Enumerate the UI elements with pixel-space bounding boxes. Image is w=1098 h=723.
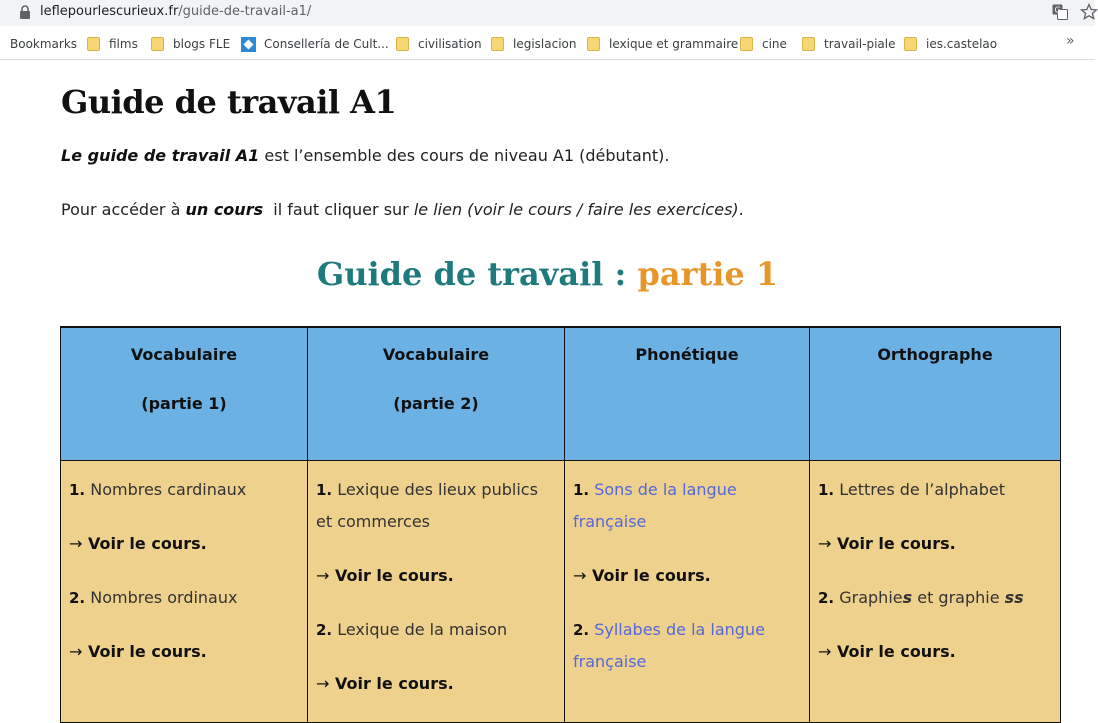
list-item xyxy=(818,474,1052,506)
item-label-d: ss xyxy=(1004,587,1024,607)
list-item xyxy=(316,614,556,646)
header-line2: (partie 1) xyxy=(141,394,227,413)
item-label-a: Graphie xyxy=(839,587,903,607)
table-header-row xyxy=(61,327,1061,460)
item-label: Lexique de la maison xyxy=(337,619,508,639)
voir-label: Voir le cours. xyxy=(329,673,454,693)
bookmark-ies-castelao[interactable] xyxy=(904,35,997,53)
bookmarks-bar xyxy=(0,26,1095,60)
access-middle: il faut cliquer sur xyxy=(263,200,414,219)
cell-vocabulaire-2 xyxy=(308,460,565,722)
item-label-c: et graphie xyxy=(912,587,1005,607)
folder-icon xyxy=(802,37,815,51)
bookmark-label: films xyxy=(109,37,138,51)
bookmark-label: ies.castelao xyxy=(926,37,998,51)
arrow-right-icon: → xyxy=(818,533,832,553)
folder-icon xyxy=(396,37,409,51)
bookmark-label: lexique et grammaire xyxy=(609,37,739,51)
arrow-right-icon: → xyxy=(69,533,83,553)
section-heading-part: partie 1 xyxy=(637,255,779,293)
cell-orthographe xyxy=(810,460,1061,722)
intro-paragraph xyxy=(61,146,669,165)
arrow-right-icon: → xyxy=(316,565,330,585)
header-line1: Vocabulaire xyxy=(130,345,238,364)
item-number: 2. xyxy=(818,588,835,607)
bookmark-legislacion[interactable] xyxy=(491,35,577,53)
page-title: Guide de travail A1 xyxy=(61,83,397,121)
svg-text:G: G xyxy=(1054,5,1061,15)
header-line2: (partie 2) xyxy=(393,394,479,413)
item-number: 1. xyxy=(818,480,835,499)
voir-label: Voir le cours. xyxy=(82,641,207,661)
folder-icon xyxy=(587,37,600,51)
header-line1: Orthographe xyxy=(877,345,993,364)
list-item xyxy=(69,474,299,506)
bookmark-films[interactable] xyxy=(87,35,138,53)
list-item xyxy=(69,582,299,614)
header-line1: Vocabulaire xyxy=(382,345,490,364)
lock-icon[interactable] xyxy=(19,5,31,19)
voir-label: Voir le cours. xyxy=(82,533,207,553)
item-number: 2. xyxy=(69,588,86,607)
access-prefix: Pour accéder à xyxy=(61,200,186,219)
folder-icon xyxy=(491,37,504,51)
item-label: Lexique des lieux publics et commerces xyxy=(316,479,538,531)
site-icon xyxy=(241,37,256,52)
item-number: 2. xyxy=(573,620,590,639)
access-suffix: . xyxy=(738,200,744,219)
header-vocabulaire-1 xyxy=(61,327,308,460)
access-bold: un cours xyxy=(185,200,264,219)
bookmark-label: cine xyxy=(762,37,787,51)
voir-label: Voir le cours. xyxy=(831,533,956,553)
bookmark-travail-piale[interactable] xyxy=(802,35,895,53)
cell-phonetique xyxy=(565,460,810,722)
item-link[interactable]: Syllabes de la langue française xyxy=(573,619,765,671)
intro-rest: est l’ensemble des cours de niveau A1 (débutant). xyxy=(259,146,670,165)
access-italic: le lien (voir le cours / faire les exercices) xyxy=(413,200,739,219)
url-text[interactable] xyxy=(40,4,311,19)
bookmark-conselleria[interactable] xyxy=(241,35,389,53)
item-number: 1. xyxy=(69,480,86,499)
bookmark-lexique-et-grammaire[interactable] xyxy=(587,35,738,53)
item-label-b: s xyxy=(902,587,913,607)
voir-le-cours-link[interactable] xyxy=(69,636,299,668)
item-number: 1. xyxy=(316,480,333,499)
access-paragraph xyxy=(61,200,744,219)
guide-table xyxy=(60,326,1061,723)
translate-icon[interactable] xyxy=(1052,4,1068,20)
more-bookmarks-icon[interactable]: » xyxy=(1066,33,1075,49)
arrow-right-icon: → xyxy=(818,641,832,661)
voir-label: Voir le cours. xyxy=(586,565,711,585)
folder-icon xyxy=(740,37,753,51)
bookmark-label: civilisation xyxy=(418,37,482,51)
voir-le-cours-link[interactable] xyxy=(69,528,299,560)
voir-le-cours-link[interactable] xyxy=(316,668,556,700)
url-domain: leflepourlescurieux.fr xyxy=(40,4,179,19)
list-item xyxy=(818,582,1052,614)
arrow-right-icon: → xyxy=(69,641,83,661)
folder-icon xyxy=(151,37,164,51)
folder-icon xyxy=(87,37,100,51)
list-item xyxy=(573,474,801,538)
table-row xyxy=(61,460,1061,722)
intro-bold: Le guide de travail A1 xyxy=(61,146,260,165)
item-label: Lettres de l’alphabet xyxy=(839,479,1005,499)
voir-le-cours-link[interactable] xyxy=(818,528,1052,560)
bookmark-label: blogs FLE xyxy=(173,37,231,51)
item-label: Nombres cardinaux xyxy=(90,479,247,499)
url-path: /guide-de-travail-a1/ xyxy=(178,4,312,19)
item-link[interactable]: Sons de la langue française xyxy=(573,479,737,531)
bookmark-cine[interactable] xyxy=(740,35,787,53)
voir-label: Voir le cours. xyxy=(329,565,454,585)
bookmark-label: legislacion xyxy=(513,37,577,51)
bookmark-label: Bookmarks xyxy=(10,37,78,51)
bookmark-label: travail-piale xyxy=(824,37,896,51)
bookmark-blogs-fle[interactable] xyxy=(151,35,230,53)
star-icon[interactable] xyxy=(1080,3,1098,21)
address-bar[interactable] xyxy=(0,0,1095,26)
voir-le-cours-link[interactable] xyxy=(818,636,1052,668)
list-item xyxy=(573,614,801,678)
item-label xyxy=(839,588,1023,607)
bookmark-label: Consellería de Cult... xyxy=(264,37,389,51)
bookmark-bookmarks[interactable] xyxy=(10,35,77,53)
arrow-right-icon: → xyxy=(573,565,587,585)
item-label: Nombres ordinaux xyxy=(90,587,238,607)
list-item xyxy=(316,474,556,538)
arrow-right-icon: → xyxy=(316,673,330,693)
voir-le-cours-link[interactable] xyxy=(316,560,556,592)
header-orthographe xyxy=(810,327,1061,460)
voir-label: Voir le cours. xyxy=(831,641,956,661)
header-phonetique xyxy=(565,327,810,460)
cell-vocabulaire-1 xyxy=(61,460,308,722)
header-vocabulaire-2 xyxy=(308,327,565,460)
header-line1: Phonétique xyxy=(635,345,739,364)
voir-le-cours-link[interactable] xyxy=(573,560,801,592)
bookmark-civilisation[interactable] xyxy=(396,35,482,53)
folder-icon xyxy=(904,37,917,51)
section-heading xyxy=(0,255,1095,293)
item-number: 1. xyxy=(573,480,590,499)
item-number: 2. xyxy=(316,620,333,639)
section-heading-main: Guide de travail : xyxy=(316,255,638,293)
